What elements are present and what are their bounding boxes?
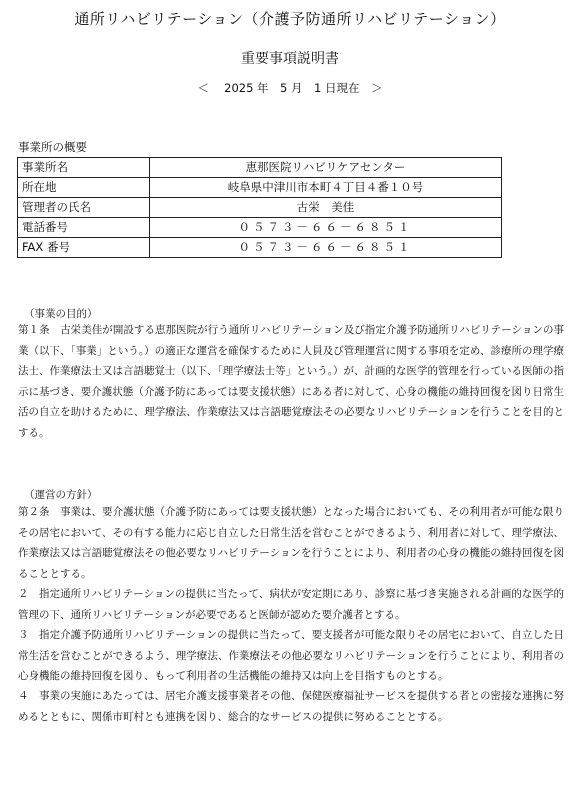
table-row bbox=[18, 158, 502, 178]
policy-paragraph-3: ３ 指定介護予防通所リハビリテーションの提供に当たって、要支援者が可能な限りその居宅において、自立した日常生活を営むことができるよう、理学療法、作業療法その他必要なリハビリテーションを行うことにより、利用者の心身機能の維持回復を図り、もって利用者の生活機能の維持又は向上を目指すものとする。 bbox=[18, 629, 564, 682]
table-row bbox=[18, 198, 502, 218]
policy-paragraph-1: 第２条 事業は、要介護状態（介護予防にあっては要支援状態）となった場合においても、その利用者が可能な限りその居宅において、その有する能力に応じ自立した日常生活を営むことができるよう、利用者に対して、理学療法、作業療法又は言語聴覚療法その他必要なリハビリテーションを行うことにより、利用者の心身の機能の維持回復を図ることとする。 bbox=[18, 506, 564, 580]
row-value: 恵那医院リハビリケアセンター bbox=[150, 158, 502, 178]
as-of-date: ＜ 2025 年 5 月 1 日現在 ＞ bbox=[197, 81, 383, 95]
policy-paragraph-4: ４ 事業の実施にあたっては、居宅介護支援事業者その他、保健医療福祉サービスを提供する者との密接な連携に努めるとともに、関係市町村とも連携を図り、総合的なサービスの提供に努めることとする。 bbox=[18, 690, 564, 723]
row-label: 所在地 bbox=[18, 178, 150, 198]
purpose-heading: （事業の目的） bbox=[24, 308, 98, 320]
row-label: FAX 番号 bbox=[18, 238, 150, 258]
row-label: 電話番号 bbox=[18, 218, 150, 238]
policy-paragraph-2: ２ 指定通所リハビリテーションの提供に当たって、病状が安定期にあり、診察に基づき実施される計画的な医学的管理の下、通所リハビリテーションが必要であると医師が認めた要介護者とする。 bbox=[18, 588, 564, 621]
table-row bbox=[18, 178, 502, 198]
document-title: 通所リハビリテーション（介護予防通所リハビリテーション） bbox=[74, 10, 506, 28]
document-subtitle: 重要事項説明書 bbox=[241, 51, 339, 67]
table-row bbox=[18, 238, 502, 258]
row-value: ０５７３－６６－６８５１ bbox=[150, 238, 502, 258]
row-value: 古栄 美佳 bbox=[150, 198, 502, 218]
overview-heading: 事業所の概要 bbox=[18, 140, 87, 154]
table-row bbox=[18, 218, 502, 238]
row-value: ０５７３－６６－６８５１ bbox=[150, 218, 502, 238]
purpose-paragraph: 第１条 古栄美佳が開設する恵那医院が行う通所リハビリテーション及び指定介護予防通所リハビリテーションの事業（以下、「事業」という。）の適正な運営を確保するために人員及び管理運営に関する事項を定め、診療所の理学療法士、作業療法士又は言語聴覚士（以下、「理学療法士等」という。）が、計画的な医学的管理を行っている医師の指示に基づき、要介護状態（介護予防にあっては要支援状態）にある者に対して、心身の機能の維持回復を図り日常生活の自立を助けるために、理学療法、作業療法又は言語聴覚療法その必要なリハビリテーションを行うことを目的とする。 bbox=[18, 324, 564, 439]
row-value: 岐阜県中津川市本町４丁目４番１０号 bbox=[150, 178, 502, 198]
row-label: 管理者の氏名 bbox=[18, 198, 150, 218]
policy-heading: （運営の方針） bbox=[24, 489, 98, 501]
row-label: 事業所名 bbox=[18, 158, 150, 178]
overview-table bbox=[17, 157, 502, 258]
